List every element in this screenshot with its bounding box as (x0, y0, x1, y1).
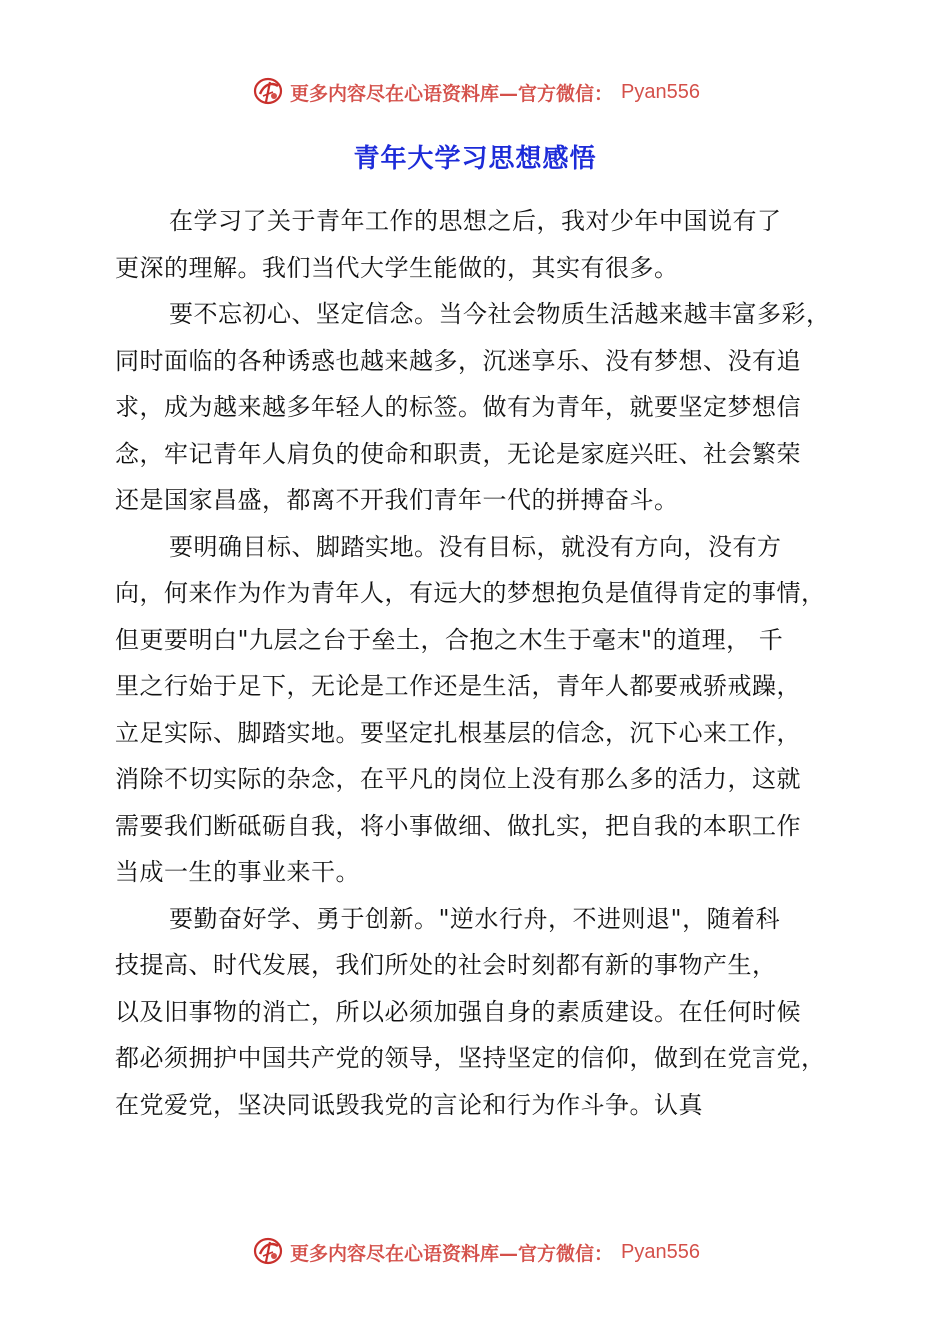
footer-banner (0, 1232, 950, 1272)
text-line: 都必须拥护中国共产党的领导，坚持坚定的信仰，做到在党言党， (115, 1044, 826, 1072)
text-line: 以及旧事物的消亡，所以必须加强自身的素质建设。在任何时候 (115, 997, 801, 1026)
text-line: 向，何来作为作为青年人，有远大的梦想抱负是值得肯定的事情， (115, 579, 826, 607)
text-line: 要不忘初心、坚定信念。当今社会物质生活越来越丰富多彩， (169, 300, 831, 328)
text-line: 立足实际、脚踏实地。要坚定扎根基层的信念，沉下心来工作， (115, 718, 801, 747)
document-body (115, 198, 865, 1128)
text-line: 里之行始于足下，无论是工作还是生活，青年人都要戒骄戒躁， (115, 672, 801, 700)
text-line: 当成一生的事业来干。 (115, 858, 360, 886)
banner-text: 更多内容尽在心语资料库—官方微信： (290, 82, 614, 105)
text-line: 在党爱党，坚决同诋毁我党的言论和行为作斗争。认真 (115, 1090, 703, 1119)
header-banner (0, 72, 950, 112)
text-line: 要勤奋好学、勇于创新。"逆水行舟，不进则退"，随着科 (169, 904, 781, 933)
text-line: 念，牢记青年人肩负的使命和职责，无论是家庭兴旺、社会繁荣 (115, 439, 801, 468)
banner-text: 更多内容尽在心语资料库—官方微信： (290, 1242, 614, 1265)
document-title: 青年大学习思想感悟 (353, 144, 597, 174)
heart-ribbon-logo-icon (250, 74, 286, 110)
heart-ribbon-logo-icon (250, 1234, 286, 1270)
text-line: 消除不切实际的杂念，在平凡的岗位上没有那么多的活力，这就 (115, 765, 801, 793)
text-line: 更深的理解。我们当代大学生能做的，其实有很多。 (115, 253, 679, 282)
wechat-handle: Pyan556 (621, 1240, 700, 1263)
text-line: 求，成为越来越多年轻人的标签。做有为青年，就要坚定梦想信 (115, 393, 801, 421)
text-line: 技提高、时代发展，我们所处的社会时刻都有新的事物产生， (115, 951, 777, 979)
text-line: 但更要明白"九层之台于垒土，合抱之木生于毫末"的道理， 千 (115, 625, 784, 654)
text-line: 要明确目标、脚踏实地。没有目标，就没有方向，没有方 (169, 532, 782, 561)
wechat-handle: Pyan556 (621, 80, 700, 103)
text-line: 在学习了关于青年工作的思想之后，我对少年中国说有了 (169, 207, 782, 235)
text-line: 同时面临的各种诱惑也越来越多，沉迷享乐、没有梦想、没有追 (115, 346, 801, 375)
text-line: 需要我们断砥砺自我，将小事做细、做扎实，把自我的本职工作 (115, 811, 801, 840)
text-line: 还是国家昌盛，都离不开我们青年一代的拼搏奋斗。 (115, 486, 679, 514)
